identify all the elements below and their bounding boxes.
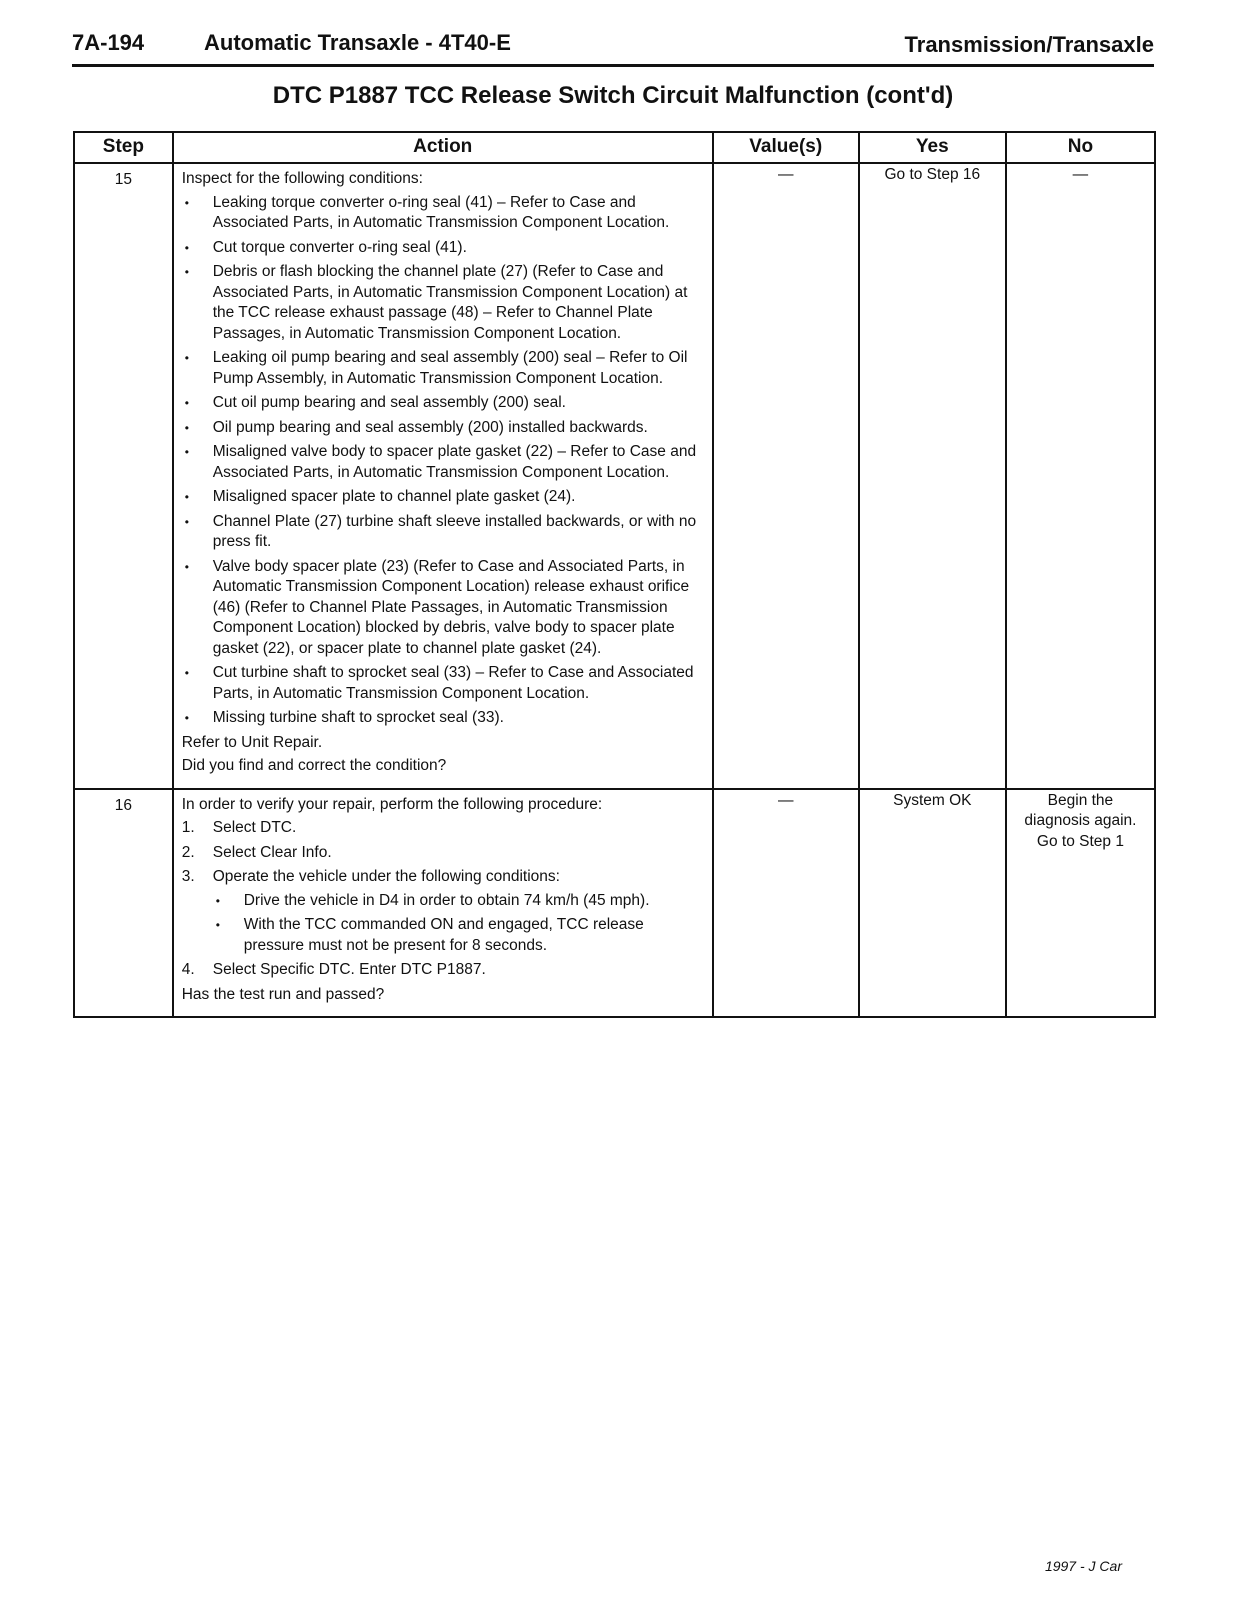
table-row-step-15 xyxy=(74,163,1155,789)
yes-cell: System OK xyxy=(859,789,1006,1018)
list-item: • Valve body spacer plate (23) (Refer to Case and Associated Parts, in Automatic Transmission Component Location) release exhaust orifice (46) (Refer to Channel Plate Passages, in Automatic Transmission Component Location) blocked by debris, valve body to spacer plate gasket (22), or spacer plate to channel plate gasket (24). xyxy=(182,557,704,660)
diagnostic-table xyxy=(73,131,1156,1018)
list-item: • Cut oil pump bearing and seal assembly (200) seal. xyxy=(182,393,704,414)
list-item: • With the TCC commanded ON and engaged, TCC release pressure must not be present for 8 seconds. xyxy=(213,915,704,956)
procedure-step xyxy=(182,867,704,956)
step-number: 15 xyxy=(74,163,173,789)
table-row-step-16 xyxy=(74,789,1155,1018)
column-header-values: Value(s) xyxy=(713,132,859,163)
list-item: • Drive the vehicle in D4 in order to obtain 74 km/h (45 mph). xyxy=(213,891,704,912)
no-cell-line: Begin the xyxy=(1047,791,1114,809)
page-number: 7A-194 xyxy=(72,30,145,55)
no-cell xyxy=(1006,789,1155,1018)
list-item: • Misaligned valve body to spacer plate gasket (22) – Refer to Case and Associated Parts, in Automatic Transmission Component Location. xyxy=(182,442,704,483)
column-header-step: Step xyxy=(74,132,173,163)
procedure-list xyxy=(182,818,704,981)
page-header xyxy=(72,26,1154,67)
condition-sublist xyxy=(213,891,704,957)
procedure-step-text: Select Specific DTC. Enter DTC P1887. xyxy=(212,961,486,978)
value-cell: — xyxy=(713,789,859,1018)
procedure-step-number: 3. xyxy=(181,868,195,885)
list-item: • Cut turbine shaft to sprocket seal (33) – Refer to Case and Associated Parts, in Automatic Transmission Component Location. xyxy=(182,663,704,704)
no-cell: — xyxy=(1006,163,1155,789)
list-item: • Debris or flash blocking the channel plate (27) (Refer to Case and Associated Parts, in Automatic Transmission Component Location) at the TCC release exhaust passage (48) – Refer to Channel Plate Passages, in Automatic Transmission Component Location. xyxy=(182,262,704,344)
no-cell-line: Go to Step 1 xyxy=(1036,832,1124,850)
column-header-no: No xyxy=(1006,132,1155,163)
no-cell-line: diagnosis again. xyxy=(1024,812,1137,829)
procedure-step-number: 1. xyxy=(181,819,195,836)
action-question: Did you find and correct the condition? xyxy=(181,757,447,774)
procedure-step xyxy=(182,960,704,981)
procedure-step-text: Select Clear Info. xyxy=(212,843,332,861)
value-cell: — xyxy=(713,163,859,789)
action-intro: Inspect for the following conditions: xyxy=(181,170,423,187)
category-title: Transmission/Transaxle xyxy=(904,32,1154,57)
action-question: Has the test run and passed? xyxy=(181,985,385,1003)
yes-cell: Go to Step 16 xyxy=(859,163,1006,789)
action-intro: In order to verify your repair, perform the following procedure: xyxy=(181,795,603,813)
procedure-step xyxy=(182,843,704,864)
section-title: Automatic Transaxle - 4T40-E xyxy=(204,30,511,55)
list-item: • Leaking oil pump bearing and seal assembly (200) seal – Refer to Oil Pump Assembly, in Automatic Transmission Component Location. xyxy=(182,348,704,389)
action-cell xyxy=(173,163,713,789)
list-item: • Oil pump bearing and seal assembly (200) installed backwards. xyxy=(182,418,704,439)
procedure-step-text: Select DTC. xyxy=(212,819,297,836)
list-item: • Channel Plate (27) turbine shaft sleeve installed backwards, or with no press fit. xyxy=(182,512,704,553)
condition-list xyxy=(182,193,704,729)
column-header-yes: Yes xyxy=(859,132,1006,163)
page-footer: 1997 - J Car xyxy=(1044,1558,1122,1574)
list-item: • Misaligned spacer plate to channel plate gasket (24). xyxy=(182,487,704,508)
procedure-step-text: Operate the vehicle under the following conditions: xyxy=(212,868,560,885)
procedure-step xyxy=(182,818,704,839)
table-header-row xyxy=(74,132,1155,163)
list-item: • Cut torque converter o-ring seal (41). xyxy=(182,238,704,259)
page-title: DTC P1887 TCC Release Switch Circuit Malfunction (cont'd) xyxy=(272,82,954,109)
procedure-step-number: 2. xyxy=(181,843,195,861)
list-item: • Missing turbine shaft to sprocket seal (33). xyxy=(182,708,704,729)
list-item: • Leaking torque converter o-ring seal (41) – Refer to Case and Associated Parts, in Automatic Transmission Component Location. xyxy=(182,193,704,234)
action-note: Refer to Unit Repair. xyxy=(181,733,323,751)
action-cell xyxy=(173,789,713,1018)
procedure-step-number: 4. xyxy=(181,961,195,978)
step-number: 16 xyxy=(74,789,173,1018)
column-header-action: Action xyxy=(173,132,713,163)
